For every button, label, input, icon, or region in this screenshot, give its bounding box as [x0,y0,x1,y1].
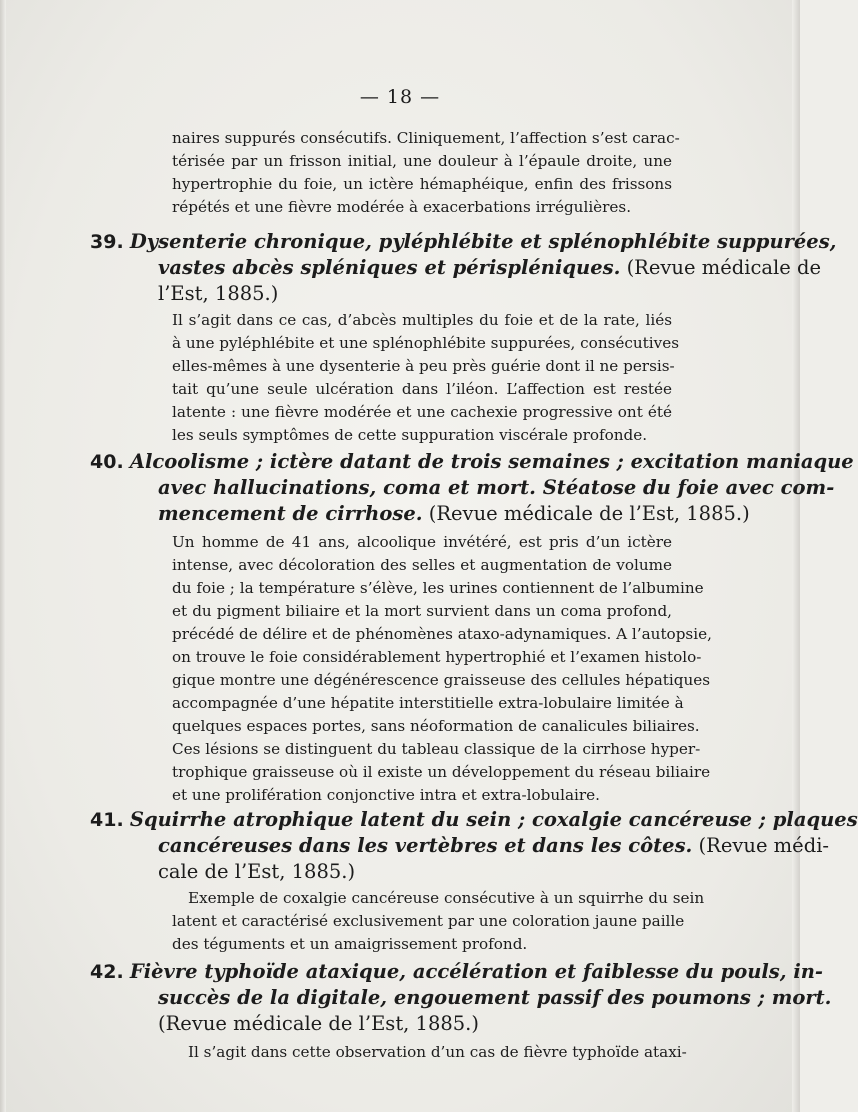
entry-heading-42 [90,960,824,984]
entry-heading-39-line2 [158,256,822,280]
entry-number: 42. [90,961,124,983]
paragraph-line: Il s’agit dans ce cas, d’abcès multiples du foie et de la rate, liés [172,311,672,329]
entry-source: l’Est, 1885.) [158,282,279,305]
entry-heading-40-line3 [158,502,750,526]
paragraph-line: du foie ; la température s’élève, les urines contiennent de l’albumine [172,579,704,597]
paragraph-line: quelques espaces portes, sans néoformation de canalicules biliaires. [172,717,700,735]
paragraph-line: et du pigment biliaire et la mort survient dans un coma profond, [172,602,672,620]
entry-title: Fièvre typhoïde ataxique, accélération et faiblesse du pouls, in- [129,960,824,983]
paragraph-line: trophique graisseuse où il existe un développement du réseau biliaire [172,763,711,781]
page-edge-right [792,0,800,1112]
paragraph-line: hypertrophie du foie, un ictère hémaphéique, enfin des frissons [172,175,672,193]
entry-source: (Revue médi- [692,834,830,857]
entry-heading-41 [90,808,858,832]
entry-source: cale de l’Est, 1885.) [158,860,356,883]
entry-heading-40 [90,450,854,474]
paragraph-line: gique montre une dégénérescence graisseuse des cellules hépatiques [172,671,711,689]
page-number: — 18 — [359,86,441,108]
paragraph-line: on trouve le foie considérablement hypertrophié et l’examen histolo- [172,648,702,666]
paragraph-line: répétés et une fièvre modérée à exacerbations irrégulières. [172,198,632,216]
paragraph-line: intense, avec décoloration des selles et augmentation de volume [172,556,672,574]
entry-title: vastes abcès spléniques et périspléniques. [158,256,621,279]
entry-title: avec hallucinations, coma et mort. Stéatose du foie avec com- [158,476,835,499]
entry-title: succès de la digitale, engouement passif des poumons ; mort. [158,986,832,1009]
paragraph-line: elles-mêmes à une dysenterie à peu près guérie dont il ne persis- [172,357,675,375]
paragraph-line: latent et caractérisé exclusivement par une coloration jaune paille [172,912,685,930]
paragraph-line: Un homme de 41 ans, alcoolique invétéré, est pris d’un ictère [172,533,672,551]
entry-title: mencement de cirrhose. [158,502,423,525]
entry-number: 41. [90,809,124,831]
entry-number: 40. [90,451,124,473]
paragraph-line: les seuls symptômes de cette suppuration viscérale profonde. [172,426,648,444]
paragraph-line: à une pyléphlébite et une splénophlébite suppurées, consécutives [172,334,679,352]
entry-title [158,986,832,1010]
paragraph-line: Il s’agit dans cette observation d’un cas de fièvre typhoïde ataxi- [188,1043,687,1061]
paragraph-line: des téguments et un amaigrissement profond. [172,935,528,953]
entry-number: 39. [90,231,124,253]
entry-heading-39 [90,230,837,254]
paragraph-line: accompagnée d’une hépatite interstitielle extra-lobulaire limitée à [172,694,684,712]
page-edge-left [0,0,6,1112]
entry-source: (Revue médicale de l’Est, 1885.) [158,1012,479,1035]
paragraph-line: et une prolifération conjonctive intra et extra-lobulaire. [172,786,600,804]
entry-title: Alcoolisme ; ictère datant de trois semaines ; excitation maniaque [129,450,854,473]
paragraph-line: Ces lésions se distinguent du tableau classique de la cirrhose hyper- [172,740,701,758]
entry-title: cancéreuses dans les vertèbres et dans les côtes. [158,834,693,857]
paragraph-line: précédé de délire et de phénomènes ataxo-adynamiques. A l’autopsie, [172,625,712,643]
entry-source: (Revue médicale de [620,256,822,279]
paragraph-line: Exemple de coxalgie cancéreuse consécutive à un squirrhe du sein [188,889,705,907]
paragraph-line: naires suppurés consécutifs. Cliniquement, l’affection s’est carac- [172,129,680,147]
entry-heading-41-line2 [158,834,830,858]
paragraph-line: latente : une fièvre modérée et une cachexie progressive ont été [172,403,672,421]
paragraph-line: tait qu’une seule ulcération dans l’iléon. L’affection est restée [172,380,672,398]
paragraph-line: térisée par un frisson initial, une douleur à l’épaule droite, une [172,152,672,170]
entry-title [158,476,835,500]
entry-title: Dysenterie chronique, pyléphlébite et splénophlébite suppurées, [129,230,837,253]
entry-source: (Revue médicale de l’Est, 1885.) [422,502,750,525]
entry-title: Squirrhe atrophique latent du sein ; coxalgie cancéreuse ; plaques [129,808,858,831]
